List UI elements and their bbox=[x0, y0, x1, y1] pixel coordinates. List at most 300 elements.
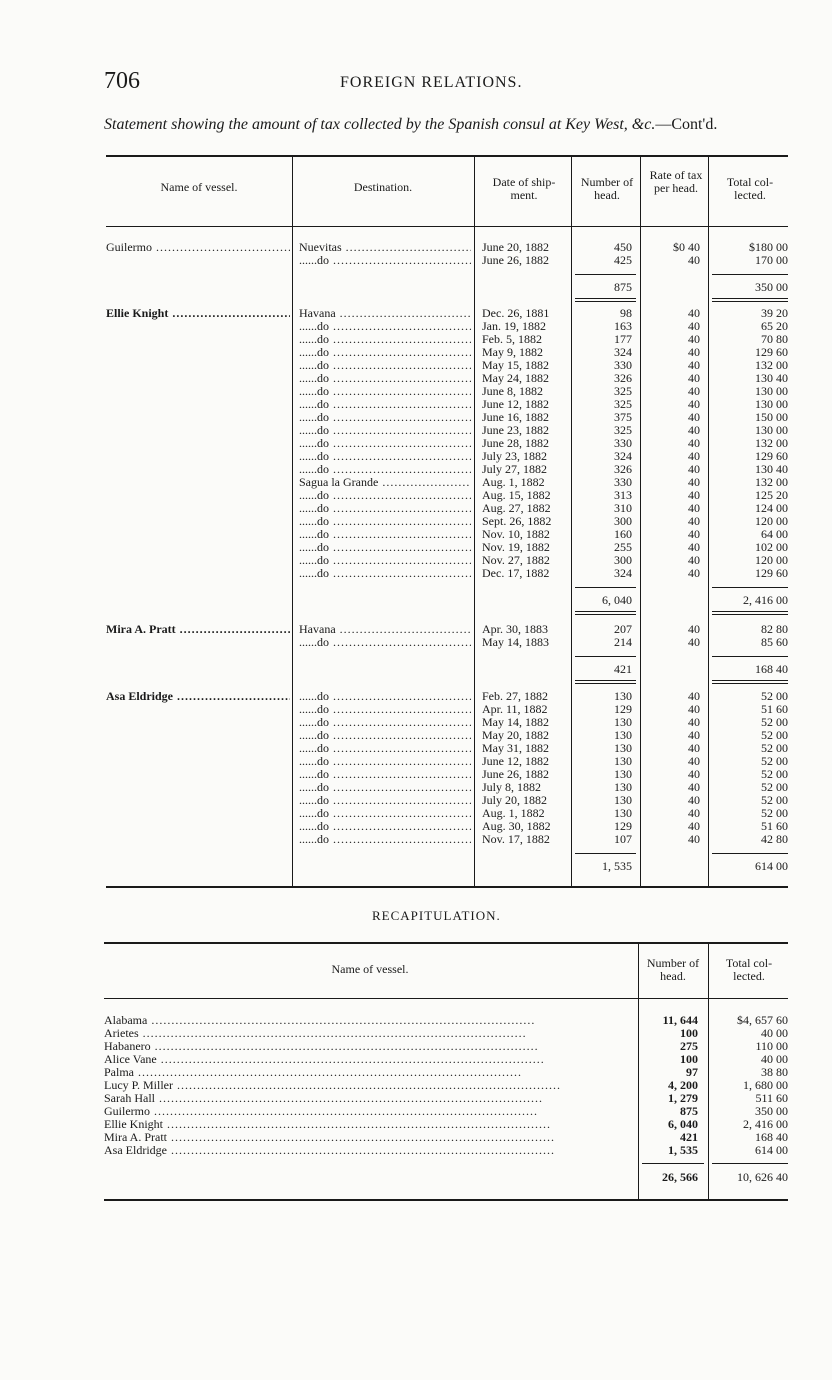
total-collected: 132 00 bbox=[755, 436, 788, 450]
shipment-date: June 12, 1882 bbox=[482, 397, 549, 411]
recap-number-of-head: 100 bbox=[680, 1026, 698, 1040]
destination-cell bbox=[299, 781, 471, 794]
subtotal-number: 875 bbox=[614, 280, 632, 294]
destination-text: ......do ..... bbox=[299, 385, 471, 398]
destination-text: ......do ..... bbox=[299, 820, 471, 833]
number-of-head: 325 bbox=[614, 397, 632, 411]
shipment-date: June 26, 1882 bbox=[482, 253, 549, 267]
destination-cell bbox=[299, 372, 471, 385]
destination-text: ......do ..... bbox=[299, 346, 471, 359]
recap-vessel-name: Mira A. Pratt ..... bbox=[104, 1131, 555, 1144]
recap-number-of-head: 11, 644 bbox=[662, 1013, 698, 1027]
destination-text: ......do ..... bbox=[299, 742, 471, 755]
total-collected: 125 20 bbox=[755, 488, 788, 502]
recap-vessel-cell bbox=[104, 1053, 634, 1066]
rate-per-head: 40 bbox=[688, 715, 700, 729]
destination-cell bbox=[299, 742, 471, 755]
number-of-head: 107 bbox=[614, 832, 632, 846]
total-collected: 150 00 bbox=[755, 410, 788, 424]
recap-number-of-head: 100 bbox=[680, 1052, 698, 1066]
recap-header-rule bbox=[104, 998, 788, 999]
shipment-date: May 14, 1882 bbox=[482, 715, 549, 729]
double-rule-total bbox=[712, 611, 788, 612]
caption-italic: Statement showing the amount of tax collected by the Spanish consul at Key West, &c. bbox=[104, 116, 656, 133]
recap-number-of-head: 421 bbox=[680, 1130, 698, 1144]
recap-vessel-name: Alice Vane ..... bbox=[104, 1053, 545, 1066]
shipment-date: May 24, 1882 bbox=[482, 371, 549, 385]
shipment-date: July 23, 1882 bbox=[482, 449, 548, 463]
destination-text: ......do ..... bbox=[299, 437, 471, 450]
total-collected: 51 60 bbox=[761, 702, 788, 716]
shipment-date: May 14, 1883 bbox=[482, 635, 549, 649]
destination-cell bbox=[299, 489, 471, 502]
destination-cell bbox=[299, 385, 471, 398]
vessel-name bbox=[106, 241, 290, 254]
shipment-date: Aug. 15, 1882 bbox=[482, 488, 551, 502]
subtotal-total: 614 00 bbox=[755, 859, 788, 873]
number-of-head: 326 bbox=[614, 462, 632, 476]
destination-text: ......do ..... bbox=[299, 463, 471, 476]
number-of-head: 98 bbox=[620, 306, 632, 320]
number-of-head: 130 bbox=[614, 806, 632, 820]
recap-vessel-name: Alabama ..... bbox=[104, 1014, 535, 1027]
number-of-head: 324 bbox=[614, 345, 632, 359]
caption-continued: —Cont'd. bbox=[655, 116, 718, 133]
destination-text: ......do ..... bbox=[299, 567, 471, 580]
destination-text: ......do ..... bbox=[299, 690, 471, 703]
rate-per-head: 40 bbox=[688, 767, 700, 781]
destination-cell bbox=[299, 254, 471, 267]
destination-cell bbox=[299, 807, 471, 820]
recap-sum-rule bbox=[642, 1163, 704, 1164]
destination-cell bbox=[299, 241, 471, 254]
recap-vessel-name: Guilermo ..... bbox=[104, 1105, 538, 1118]
shipment-date: July 27, 1882 bbox=[482, 462, 548, 476]
total-collected: 130 00 bbox=[755, 384, 788, 398]
header-number: Number of head. bbox=[580, 175, 634, 202]
page-number: 706 bbox=[104, 68, 140, 94]
total-collected: 52 00 bbox=[761, 793, 788, 807]
destination-cell bbox=[299, 541, 471, 554]
destination-text: ......do ..... bbox=[299, 703, 471, 716]
recap-vessel-name: Lucy P. Miller ..... bbox=[104, 1079, 561, 1092]
rate-per-head: 40 bbox=[688, 488, 700, 502]
subtotal-number: 1, 535 bbox=[602, 859, 632, 873]
destination-text: ......do ..... bbox=[299, 781, 471, 794]
recap-vessel-cell bbox=[104, 1092, 634, 1105]
total-collected: 82 80 bbox=[761, 622, 788, 636]
subtotal-total: 168 40 bbox=[755, 662, 788, 676]
number-of-head: 324 bbox=[614, 566, 632, 580]
recap-vessel-cell bbox=[104, 1066, 634, 1079]
destination-text: ......do ..... bbox=[299, 636, 471, 649]
rate-per-head: 40 bbox=[688, 358, 700, 372]
shipment-date: June 8, 1882 bbox=[482, 384, 543, 398]
header-date: Date of ship- ment. bbox=[492, 175, 556, 202]
double-rule-total bbox=[712, 683, 788, 684]
total-collected: 52 00 bbox=[761, 754, 788, 768]
number-of-head: 325 bbox=[614, 384, 632, 398]
total-collected: 52 00 bbox=[761, 689, 788, 703]
subtotal-rule-number bbox=[575, 656, 636, 657]
rate-per-head: 40 bbox=[688, 514, 700, 528]
total-collected: 51 60 bbox=[761, 819, 788, 833]
recap-grand-number: 26, 566 bbox=[662, 1170, 698, 1184]
total-collected: 70 80 bbox=[761, 332, 788, 346]
destination-cell bbox=[299, 307, 471, 320]
destination-text: ......do ..... bbox=[299, 411, 471, 424]
total-collected: 52 00 bbox=[761, 728, 788, 742]
total-collected: 132 00 bbox=[755, 475, 788, 489]
destination-cell bbox=[299, 768, 471, 781]
header-bottom-rule bbox=[106, 226, 788, 227]
destination-text: ......do ..... bbox=[299, 320, 471, 333]
shipment-date: June 16, 1882 bbox=[482, 410, 549, 424]
recap-number-of-head: 1, 535 bbox=[668, 1143, 698, 1157]
destination-cell bbox=[299, 424, 471, 437]
destination-text: ......do ..... bbox=[299, 359, 471, 372]
total-collected: 132 00 bbox=[755, 358, 788, 372]
subtotal-rule-total bbox=[712, 656, 788, 657]
destination-text: ......do ..... bbox=[299, 755, 471, 768]
rate-per-head: 40 bbox=[688, 410, 700, 424]
recap-total-collected: 350 00 bbox=[755, 1104, 788, 1118]
header-vessel: Name of vessel. bbox=[160, 180, 238, 194]
rate-per-head: 40 bbox=[688, 371, 700, 385]
number-of-head: 326 bbox=[614, 371, 632, 385]
recap-vessel-cell bbox=[104, 1014, 634, 1027]
table-caption bbox=[104, 116, 717, 134]
recap-top-rule bbox=[104, 942, 788, 944]
destination-cell bbox=[299, 703, 471, 716]
number-of-head: 130 bbox=[614, 754, 632, 768]
number-of-head: 129 bbox=[614, 702, 632, 716]
recap-total-collected: 511 60 bbox=[755, 1091, 788, 1105]
destination-cell bbox=[299, 636, 471, 649]
recap-vessel-cell bbox=[104, 1105, 634, 1118]
destination-text: ......do ..... bbox=[299, 716, 471, 729]
destination-text: Havana ..... bbox=[299, 307, 471, 320]
total-collected: 52 00 bbox=[761, 767, 788, 781]
rate-per-head: 40 bbox=[688, 253, 700, 267]
column-divider bbox=[708, 157, 709, 886]
destination-cell bbox=[299, 567, 471, 580]
shipment-date: May 31, 1882 bbox=[482, 741, 549, 755]
shipment-date: Aug. 30, 1882 bbox=[482, 819, 551, 833]
total-collected: 52 00 bbox=[761, 741, 788, 755]
rate-per-head: 40 bbox=[688, 622, 700, 636]
destination-cell bbox=[299, 833, 471, 846]
shipment-date: June 26, 1882 bbox=[482, 767, 549, 781]
header-total: Total col- lected. bbox=[726, 175, 774, 202]
destination-cell bbox=[299, 729, 471, 742]
destination-cell bbox=[299, 463, 471, 476]
total-collected: 129 60 bbox=[755, 345, 788, 359]
shipment-date: Aug. 1, 1882 bbox=[482, 475, 545, 489]
destination-cell bbox=[299, 359, 471, 372]
subtotal-rule-number bbox=[575, 274, 636, 275]
number-of-head: 214 bbox=[614, 635, 632, 649]
rate-per-head: 40 bbox=[688, 475, 700, 489]
destination-cell bbox=[299, 437, 471, 450]
destination-text: ......do ..... bbox=[299, 254, 471, 267]
vessel-name-text: Ellie Knight ..... bbox=[106, 307, 290, 320]
shipment-date: Feb. 5, 1882 bbox=[482, 332, 542, 346]
header-rate: Rate of tax per head. bbox=[649, 168, 703, 195]
destination-cell bbox=[299, 476, 471, 489]
recap-vessel-name: Habanero ..... bbox=[104, 1040, 539, 1053]
recap-total-collected: 40 00 bbox=[761, 1052, 788, 1066]
double-rule-number bbox=[575, 611, 636, 612]
total-collected: 52 00 bbox=[761, 780, 788, 794]
total-collected: 120 00 bbox=[755, 514, 788, 528]
destination-text: ......do ..... bbox=[299, 554, 471, 567]
destination-cell bbox=[299, 333, 471, 346]
rate-per-head: 40 bbox=[688, 702, 700, 716]
total-collected: 120 00 bbox=[755, 553, 788, 567]
recap-vessel-cell bbox=[104, 1144, 634, 1157]
shipment-date: Aug. 27, 1882 bbox=[482, 501, 551, 515]
recap-number-of-head: 275 bbox=[680, 1039, 698, 1053]
shipment-date: Apr. 11, 1882 bbox=[482, 702, 548, 716]
destination-text: ......do ..... bbox=[299, 489, 471, 502]
column-divider bbox=[292, 157, 293, 886]
recap-number-of-head: 4, 200 bbox=[668, 1078, 698, 1092]
rate-per-head: 40 bbox=[688, 384, 700, 398]
recap-vessel-name: Asa Eldridge ..... bbox=[104, 1144, 555, 1157]
number-of-head: 129 bbox=[614, 819, 632, 833]
shipment-date: June 23, 1882 bbox=[482, 423, 549, 437]
subtotal-total: 350 00 bbox=[755, 280, 788, 294]
double-rule-total bbox=[712, 680, 788, 681]
total-collected: 130 00 bbox=[755, 397, 788, 411]
recap-total-collected: 614 00 bbox=[755, 1143, 788, 1157]
rate-per-head: 40 bbox=[688, 689, 700, 703]
double-rule-total bbox=[712, 298, 788, 299]
rate-per-head: 40 bbox=[688, 832, 700, 846]
rate-per-head: 40 bbox=[688, 345, 700, 359]
number-of-head: 325 bbox=[614, 423, 632, 437]
number-of-head: 310 bbox=[614, 501, 632, 515]
recap-vessel-name: Sarah Hall ..... bbox=[104, 1092, 543, 1105]
destination-cell bbox=[299, 515, 471, 528]
vessel-name-text: Guilermo ..... bbox=[106, 241, 290, 254]
recap-grand-total: 10, 626 40 bbox=[737, 1170, 788, 1184]
number-of-head: 330 bbox=[614, 358, 632, 372]
recap-vessel-cell bbox=[104, 1040, 634, 1053]
number-of-head: 130 bbox=[614, 793, 632, 807]
recap-bottom-rule bbox=[104, 1199, 788, 1201]
double-rule-number bbox=[575, 683, 636, 684]
number-of-head: 324 bbox=[614, 449, 632, 463]
rate-per-head: 40 bbox=[688, 449, 700, 463]
recap-number-of-head: 875 bbox=[680, 1104, 698, 1118]
header-destination: Destination. bbox=[353, 180, 413, 194]
number-of-head: 330 bbox=[614, 436, 632, 450]
number-of-head: 255 bbox=[614, 540, 632, 554]
number-of-head: 207 bbox=[614, 622, 632, 636]
destination-text: ......do ..... bbox=[299, 541, 471, 554]
destination-cell bbox=[299, 554, 471, 567]
number-of-head: 163 bbox=[614, 319, 632, 333]
number-of-head: 375 bbox=[614, 410, 632, 424]
number-of-head: 300 bbox=[614, 514, 632, 528]
recap-header-number: Number of head. bbox=[646, 956, 700, 983]
subtotal-number: 421 bbox=[614, 662, 632, 676]
total-collected: $180 00 bbox=[749, 240, 788, 254]
subtotal-rule-number bbox=[575, 587, 636, 588]
number-of-head: 425 bbox=[614, 253, 632, 267]
rate-per-head: 40 bbox=[688, 462, 700, 476]
column-divider bbox=[640, 157, 641, 886]
destination-text: ......do ..... bbox=[299, 424, 471, 437]
subtotal-rule-total bbox=[712, 853, 788, 854]
shipment-date: Nov. 10, 1882 bbox=[482, 527, 550, 541]
shipment-date: Aug. 1, 1882 bbox=[482, 806, 545, 820]
rate-per-head: 40 bbox=[688, 566, 700, 580]
destination-text: ......do ..... bbox=[299, 398, 471, 411]
rate-per-head: 40 bbox=[688, 780, 700, 794]
number-of-head: 130 bbox=[614, 728, 632, 742]
destination-text: ......do ..... bbox=[299, 372, 471, 385]
vessel-name bbox=[106, 307, 290, 320]
destination-cell bbox=[299, 450, 471, 463]
double-rule-total bbox=[712, 301, 788, 302]
destination-text: ......do ..... bbox=[299, 794, 471, 807]
rate-per-head: 40 bbox=[688, 635, 700, 649]
shipment-date: May 20, 1882 bbox=[482, 728, 549, 742]
double-rule-number bbox=[575, 680, 636, 681]
destination-cell bbox=[299, 346, 471, 359]
shipment-date: June 28, 1882 bbox=[482, 436, 549, 450]
vessel-name bbox=[106, 623, 290, 636]
rate-per-head: 40 bbox=[688, 436, 700, 450]
destination-text: Havana ..... bbox=[299, 623, 471, 636]
rate-per-head: 40 bbox=[688, 728, 700, 742]
destination-cell bbox=[299, 794, 471, 807]
shipment-date: July 20, 1882 bbox=[482, 793, 548, 807]
recap-divider bbox=[708, 944, 709, 1199]
destination-cell bbox=[299, 755, 471, 768]
number-of-head: 130 bbox=[614, 767, 632, 781]
shipment-date: Nov. 27, 1882 bbox=[482, 553, 550, 567]
rate-per-head: 40 bbox=[688, 332, 700, 346]
destination-text: ......do ..... bbox=[299, 450, 471, 463]
vessel-name bbox=[106, 690, 290, 703]
destination-cell bbox=[299, 716, 471, 729]
destination-text: ......do ..... bbox=[299, 729, 471, 742]
shipment-date: June 12, 1882 bbox=[482, 754, 549, 768]
recap-total-collected: 2, 416 00 bbox=[743, 1117, 788, 1131]
total-collected: 102 00 bbox=[755, 540, 788, 554]
destination-text: ......do ..... bbox=[299, 807, 471, 820]
total-collected: 64 00 bbox=[761, 527, 788, 541]
shipment-date: Sept. 26, 1882 bbox=[482, 514, 552, 528]
recap-vessel-cell bbox=[104, 1131, 634, 1144]
double-rule-number bbox=[575, 614, 636, 615]
total-collected: 124 00 bbox=[755, 501, 788, 515]
destination-cell bbox=[299, 398, 471, 411]
rate-per-head: 40 bbox=[688, 397, 700, 411]
destination-text: ......do ..... bbox=[299, 833, 471, 846]
shipment-date: Dec. 26, 1881 bbox=[482, 306, 550, 320]
vessel-name-text: Asa Eldridge ..... bbox=[106, 690, 290, 703]
recap-vessel-cell bbox=[104, 1118, 634, 1131]
shipment-date: Apr. 30, 1883 bbox=[482, 622, 548, 636]
running-head: FOREIGN RELATIONS. bbox=[340, 74, 523, 91]
destination-cell bbox=[299, 528, 471, 541]
number-of-head: 130 bbox=[614, 715, 632, 729]
recap-total-collected: 1, 680 00 bbox=[743, 1078, 788, 1092]
rate-per-head: 40 bbox=[688, 553, 700, 567]
shipment-date: Jan. 19, 1882 bbox=[482, 319, 546, 333]
rate-per-head: 40 bbox=[688, 540, 700, 554]
destination-text: ......do ..... bbox=[299, 515, 471, 528]
recap-total-collected: $4, 657 60 bbox=[737, 1013, 788, 1027]
recap-vessel-name: Palma ..... bbox=[104, 1066, 522, 1079]
shipment-date: May 9, 1882 bbox=[482, 345, 543, 359]
destination-cell bbox=[299, 411, 471, 424]
total-collected: 129 60 bbox=[755, 449, 788, 463]
total-collected: 52 00 bbox=[761, 715, 788, 729]
rate-per-head: 40 bbox=[688, 527, 700, 541]
subtotal-rule-total bbox=[712, 587, 788, 588]
number-of-head: 130 bbox=[614, 741, 632, 755]
rate-per-head: 40 bbox=[688, 319, 700, 333]
destination-cell bbox=[299, 502, 471, 515]
total-collected: 130 40 bbox=[755, 462, 788, 476]
total-collected: 52 00 bbox=[761, 806, 788, 820]
recap-vessel-name: Ellie Knight ..... bbox=[104, 1118, 551, 1131]
rate-per-head: 40 bbox=[688, 819, 700, 833]
subtotal-rule-number bbox=[575, 853, 636, 854]
number-of-head: 160 bbox=[614, 527, 632, 541]
destination-text: ......do ..... bbox=[299, 768, 471, 781]
rate-per-head: 40 bbox=[688, 741, 700, 755]
number-of-head: 330 bbox=[614, 475, 632, 489]
recap-total-collected: 168 40 bbox=[755, 1130, 788, 1144]
destination-text: ......do ..... bbox=[299, 502, 471, 515]
destination-text: Nuevitas ..... bbox=[299, 241, 471, 254]
rate-per-head: 40 bbox=[688, 793, 700, 807]
destination-cell bbox=[299, 623, 471, 636]
shipment-date: Nov. 17, 1882 bbox=[482, 832, 550, 846]
column-divider bbox=[474, 157, 475, 886]
shipment-date: Dec. 17, 1882 bbox=[482, 566, 550, 580]
recap-number-of-head: 1, 279 bbox=[668, 1091, 698, 1105]
shipment-date: May 15, 1882 bbox=[482, 358, 549, 372]
shipment-date: July 8, 1882 bbox=[482, 780, 542, 794]
vessel-name-text: Mira A. Pratt ..... bbox=[106, 623, 290, 636]
number-of-head: 313 bbox=[614, 488, 632, 502]
recap-number-of-head: 6, 040 bbox=[668, 1117, 698, 1131]
table-bottom-rule bbox=[106, 886, 788, 888]
double-rule-number bbox=[575, 301, 636, 302]
rate-per-head: 40 bbox=[688, 423, 700, 437]
destination-text: ......do ..... bbox=[299, 333, 471, 346]
number-of-head: 450 bbox=[614, 240, 632, 254]
recap-vessel-name: Arietes ..... bbox=[104, 1027, 527, 1040]
subtotal-number: 6, 040 bbox=[602, 593, 632, 607]
total-collected: 170 00 bbox=[755, 253, 788, 267]
recap-vessel-cell bbox=[104, 1027, 634, 1040]
subtotal-total: 2, 416 00 bbox=[743, 593, 788, 607]
recap-total-collected: 38 80 bbox=[761, 1065, 788, 1079]
total-collected: 130 00 bbox=[755, 423, 788, 437]
total-collected: 42 80 bbox=[761, 832, 788, 846]
rate-per-head: 40 bbox=[688, 306, 700, 320]
recap-total-collected: 110 00 bbox=[755, 1039, 788, 1053]
